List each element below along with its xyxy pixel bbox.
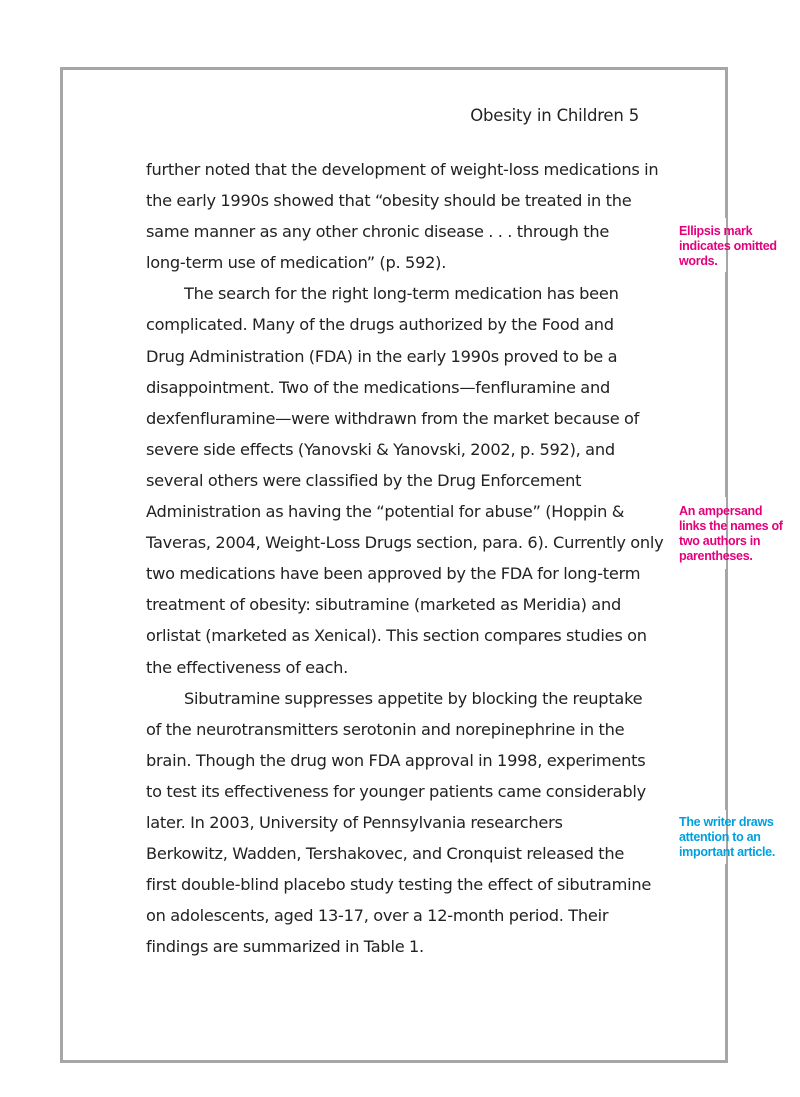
- callout-line: parentheses.: [679, 549, 753, 563]
- text-line: severe side effects (Yanovski & Yanovski, 2002, p. 592), and: [146, 439, 615, 459]
- callout-line: Ellipsis mark: [679, 224, 753, 238]
- text-line: long-term use of medication” (p. 592).: [146, 253, 447, 273]
- callout-article: [679, 815, 794, 860]
- text-line: same manner as any other chronic disease . . . through the: [146, 222, 610, 242]
- callout-line: links the names of: [679, 519, 783, 533]
- text-line: the early 1990s showed that “obesity should be treated in the: [146, 191, 632, 211]
- text-line: Drug Administration (FDA) in the early 1990s proved to be a: [146, 346, 618, 366]
- text-line: first double-blind placebo study testing the effect of sibutramine: [146, 875, 652, 895]
- callout-line: two authors in: [679, 534, 761, 548]
- paragraph: [146, 154, 659, 278]
- text-line: further noted that the development of weight-loss medications in: [146, 160, 659, 179]
- callout-ellipsis: [679, 224, 794, 269]
- text-line: findings are summarized in Table 1.: [146, 937, 424, 957]
- text-line: several others were classified by the Drug Enforcement: [146, 470, 582, 490]
- paragraph: [146, 278, 664, 682]
- text-line: Berkowitz, Wadden, Tershakovec, and Cronquist released the: [146, 844, 625, 864]
- callout-line: indicates omitted: [679, 239, 777, 253]
- text-line: The search for the right long-term medication has been: [184, 284, 619, 304]
- text-line: on adolescents, aged 13-17, over a 12-month period. Their: [146, 906, 609, 926]
- callout-line: The writer draws: [679, 815, 774, 829]
- text-line: orlistat (marketed as Xenical). This section compares studies on: [146, 626, 647, 646]
- text-line: Taveras, 2004, Weight-Loss Drugs section, para. 6). Currently only: [146, 533, 664, 553]
- callout-ampersand: [679, 504, 794, 564]
- running-head: Obesity in Children 5: [470, 106, 639, 125]
- text-line: Sibutramine suppresses appetite by blocking the reuptake: [184, 688, 643, 708]
- text-line: of the neurotransmitters serotonin and norepinephrine in the: [146, 719, 625, 739]
- callout-line: important article.: [679, 845, 776, 859]
- text-line: dexfenfluramine—were withdrawn from the market because of: [146, 408, 640, 428]
- text-line: complicated. Many of the drugs authorized by the Food and: [146, 315, 614, 335]
- text-line: the effectiveness of each.: [146, 657, 349, 677]
- callout-line: words.: [679, 254, 718, 268]
- callout-line: attention to an: [679, 830, 761, 844]
- callout-line: An ampersand: [679, 504, 763, 518]
- text-line: treatment of obesity: sibutramine (marketed as Meridia) and: [146, 595, 622, 615]
- paragraph: [146, 683, 652, 963]
- text-line: Administration as having the “potential for abuse” (Hoppin &: [146, 502, 625, 522]
- text-line: two medications have been approved by the FDA for long-term: [146, 564, 641, 584]
- text-line: brain. Though the drug won FDA approval in 1998, experiments: [146, 750, 646, 770]
- text-line: later. In 2003, University of Pennsylvania researchers: [146, 812, 563, 832]
- text-line: to test its effectiveness for younger patients came considerably: [146, 781, 646, 801]
- body-text: [146, 154, 664, 962]
- text-line: disappointment. Two of the medications—fenfluramine and: [146, 377, 610, 397]
